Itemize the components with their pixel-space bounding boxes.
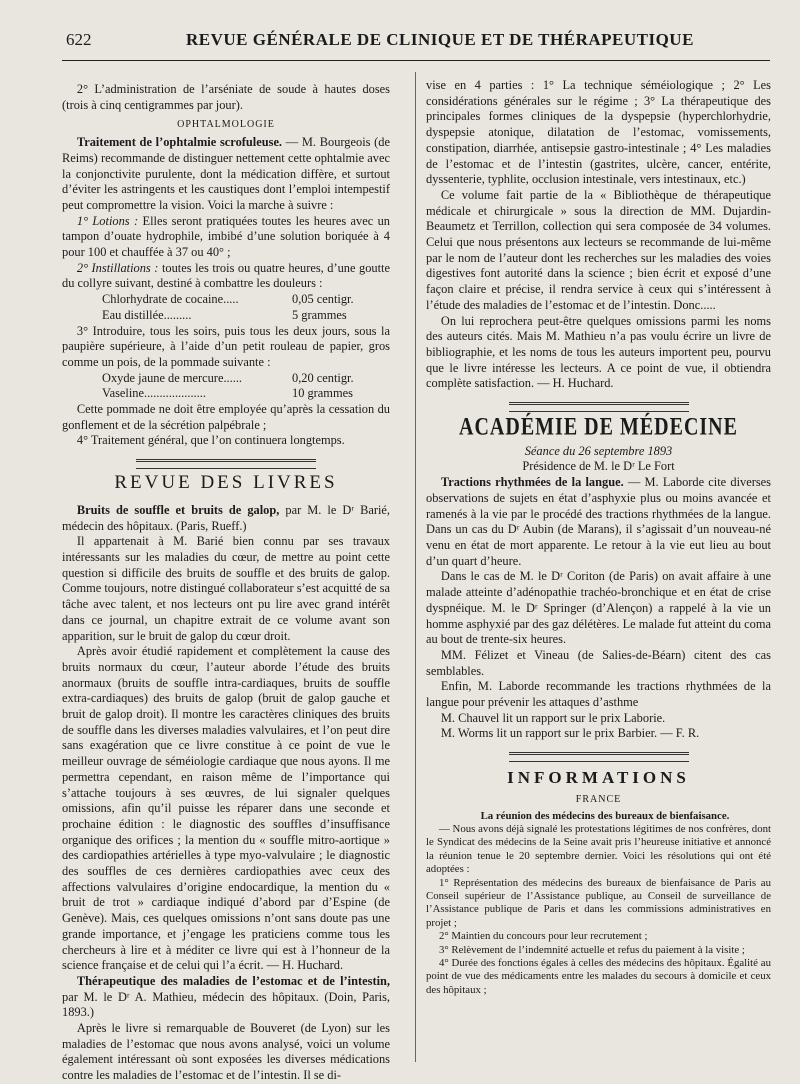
paragraph: Après avoir étudié rapidement et complètement la cause des bruits normaux du cœur, l’auteur aborde l’étude des bruits anormaux (bruits de souffle intra-cardiaques, bruits de souffle extra-cardiaques) des bruits de galop (bruit de galop gauche et bruit de galop droit). Il montre les caractères cliniques des bruits de souffle dans les diverses maladies valvulaires, et l’on peut dire sans exagération que ce livre constitue à ce point de vue le meilleur ouvrage de séméiologie cardiaque que nous ayons. Il me permettra cependant, en raison même de l’importance qui s’attache toujours à ses œuvres, de lui signaler quelques omissions, afin qu’il puisse les réparer dans une seconde et prochaine édition : le diagnostic des souffles d’insuffisance organique des orifices ; la mention du « souffle mitro-aortique » des cardiopathies artérielles à type myo-valvulaire ; le diagnostic des souffles de ces dernières cardiopathies avec ceux des affections valvulaires d’origine endocardique, la mention du « bruit de trot » cardiaque indiqué d’abord par d’Espine (de Genève). Mais, ces quelques omissions n’ont sans doute pas une grande importance, et j’engage les praticiens comme tous les chercheurs à lire et à méditer ce livre qui est à l’honneur de la science française et de celui qui l’a écrit. — H. Huchard.	[62, 644, 390, 973]
article-title: La réunion des médecins des bureaux de bienfaisance.	[480, 809, 730, 822]
paragraph: 1° Représentation des médecins des bureaux de bienfaisance de Paris au Conseil supérieur de l’Assistance publique, au Conseil de surveillance de l’Assistance publique de Paris et dans les commissions administratives en projet ;	[426, 876, 771, 929]
presidence: Présidence de M. le Dʳ Le Fort	[522, 459, 675, 474]
section-title-informations: INFORMATIONS	[507, 768, 690, 788]
ornament-rule	[509, 752, 689, 762]
page-number: 622	[66, 30, 92, 49]
paragraph: 4° Durée des fonctions égales à celles des médecins des hôpitaux. Égalité au point de vue des médicaments entre les malades du secours à domicile et ceux des hôpitaux ;	[426, 957, 771, 996]
paragraph: Dans le cas de M. le Dʳ Coriton (de Paris) on avait affaire à une malade atteinte d’adénopathie trachéo-bronchique et en état de crise dyspnéique. M. le Dʳ Springer (d’Alençon) a rappelé à la vie un homme asphyxié par des gaz délétères. Le malade fut atteint du coma au bout de trente-six heures.	[426, 569, 771, 647]
recipe-line: Oxyde jaune de mercure...... 0,20 centigr.	[102, 370, 354, 385]
article-title: Tractions rhythmées de la langue.	[440, 475, 624, 490]
paragraph: Bruits de souffle et bruits de galop, par M. le Dʳ Barié, médecin des hôpitaux. (Paris, Rueff.)	[62, 502, 390, 533]
paragraph: 3° Introduire, tous les soirs, puis tous les deux jours, sous la paupière supérieure, à l’aide d’un petit rouleau de papier, gros comme un pois, de la pommade suivante :	[62, 323, 390, 369]
section-heading-france: FRANCE	[575, 793, 622, 805]
book-title: Thérapeutique des maladies de l’estomac et de l’intestin,	[76, 973, 390, 988]
paragraph: Ce volume fait partie de la « Bibliothèque de thérapeutique médicale et chirurgicale » sous la direction de MM. Dujardin-Beaumetz et Terrillon, collection qui sera composée de 34 volumes. Celui que nous présentons aux lecteurs se recommande de lui-même par le nom de l’auteur dont les recherches sur les maladies des voies digestives font autorité dans la science ; bien écrit et exposé d’une façon claire et précise, il rendra service à ceux qui s’intéressent à l’étude des maladies de l’estomac et de l’intestin. Donc.....	[426, 187, 771, 312]
paragraph: 2° Instillations : toutes les trois ou quatre heures, d’une goutte du collyre suivant, destiné à combattre les douleurs :	[62, 260, 390, 291]
paragraph: Après le livre si remarquable de Bouveret (de Lyon) sur les maladies de l’estomac que nous avons analysé, voici un volume également intéressant où sont exposées les diverses médications contre les maladies de l’estomac et de l’intestin. Il se di-	[62, 1021, 390, 1083]
recipe-line: Eau distillée......... 5 grammes	[102, 307, 347, 322]
paragraph: M. Worms lit un rapport sur le prix Barbier. — F. R.	[440, 726, 700, 741]
paragraph: vise en 4 parties : 1° La technique séméiologique ; 2° Les considérations générales sur le régime ; 3° La thérapeutique des principales formes cliniques de la dyspepsie (hyperchlorhydrie, dyspepsie atonique, dilatation de l’estomac, vomissements, constipation, diarrhée, antisepsie gastro-intestinale ; 4° Les maladies de l’estomac et de l’intestin (gastrites, ulcère, cancer, entérite, dyssenterie, typhlite, occlusion intestinale, vers intestinaux, etc.)	[426, 78, 771, 187]
seance-date: Séance du 26 septembre 1893	[524, 443, 673, 458]
paragraph: 3° Relèvement de l’indemnité actuelle et refus du paiement à la visite ;	[438, 943, 745, 956]
paragraph: — Nous avons déjà signalé les protestations légitimes de nos confrères, dont le Syndicat des médecins de la Seine avait pris l’heureuse initiative et annoncé la réunion tenue le 20 septembre dernier. Voici les résolutions qui ont été adoptées :	[426, 822, 771, 876]
paragraph: MM. Félizet et Vineau (de Salies-de-Béarn) citent des cas semblables.	[426, 647, 771, 678]
paragraph: Cette pommade ne doit être employée qu’après la cessation du gonflement et de la sécrétion palpébrale ;	[62, 402, 390, 432]
item-label: 1° Lotions :	[76, 213, 139, 228]
column-divider	[415, 72, 416, 1062]
recipe-line: Chlorhydrate de cocaine..... 0,05 centigr.	[102, 292, 354, 307]
recipe-line: Vaseline.................... 10 grammes	[102, 386, 353, 401]
informations-body	[426, 810, 771, 998]
paragraph: Enfin, M. Laborde recommande les tractions rhythmées de la langue pour prévenir les attaques d’asthme	[426, 679, 771, 710]
section-title-academie: ACADÉMIE DE MÉDECINE	[459, 413, 738, 441]
section-title-revue-des-livres: REVUE DES LIVRES	[114, 472, 338, 494]
ornament-rule	[509, 402, 689, 412]
paragraph: Tractions rhythmées de la langue. — M. Laborde cite diverses observations de sujets en état d’asphyxie plus ou moins avancée et ramenés à la vie par le procédé des tractions rhythmées de la langue. Dans un cas du Dʳ Aubin (de Marans), il s’agissait d’un nouveau-né venu en état de mort apparente. Le retour à la vie eut lieu au bout d’un quart d’heure.	[426, 475, 771, 568]
paragraph: 4° Traitement général, que l’on continuera longtemps.	[76, 433, 345, 448]
ornament-rule	[136, 459, 316, 469]
paragraph: 1° Lotions : Elles seront pratiquées toutes les heures avec un tampon d’ouate hydrophile, imbibé d’une solution boriquée à 4 pour 100 et chauffée à 37 ou 40° ;	[62, 213, 391, 260]
paragraph: M. Chauvel lit un rapport sur le prix Laborie.	[440, 710, 666, 725]
paragraph: On lui reprochera peut-être quelques omissions parmi les noms des auteurs cités. Mais M. Mathieu n’a pas voulu écrire un livre de bibliographie, et les noms de tous les auteurs importent peu, pourvu que le livre intéresse les lecteurs. A ce point de vue, il obtiendra complète satisfaction. — H. Huchard.	[426, 313, 771, 391]
paragraph: Thérapeutique des maladies de l’estomac et de l’intestin, par M. le Dʳ A. Mathieu, médecin des hôpitaux. (Doin, Paris, 1893.)	[62, 973, 390, 1020]
section-heading-ophtalmologie: OPHTALMOLOGIE	[177, 119, 275, 131]
page-header	[66, 30, 768, 54]
article-title: Traitement de l’ophtalmie scrofuleuse.	[76, 135, 283, 150]
right-column	[426, 78, 771, 997]
running-title: REVUE GÉNÉRALE DE CLINIQUE ET DE THÉRAPEUTIQUE	[186, 30, 694, 49]
paragraph: Traitement de l’ophtalmie scrofuleuse. — M. Bourgeois (de Reims) recommande de distinguer nettement cette ophtalmie avec la conjonctivite purulente, dont la médication diffère, et surtout d’éviter les astringents et les caustiques dont l’emploi intempestif peut compromettre la vision. Voici la marche à suivre :	[62, 135, 391, 212]
left-column	[62, 82, 390, 1084]
paragraph: Il appartenait à M. Barié bien connu par ses travaux intéressants sur les maladies du cœur, de mettre au point cette question si difficile des bruits de souffle et des bruits de galop. Comme toujours, notre distingué collaborateur s’est acquitté de sa tâche avec talent, et nos lecteurs ont pu lire avec grand intérêt dans ce journal, un chapitre extrait de ce volume avant son apparition, sur le bruit de galop du cœur droit.	[62, 534, 390, 643]
book-title: Bruits de souffle et bruits de galop,	[76, 502, 280, 517]
item-label: 2° Instillations :	[76, 260, 159, 275]
header-rule	[62, 60, 770, 61]
paragraph: 2° Maintien du concours pour leur recrutement ;	[438, 930, 648, 943]
paragraph: 2° L’administration de l’arséniate de soude à hautes doses (trois à cinq centigrammes par jour).	[62, 82, 390, 112]
